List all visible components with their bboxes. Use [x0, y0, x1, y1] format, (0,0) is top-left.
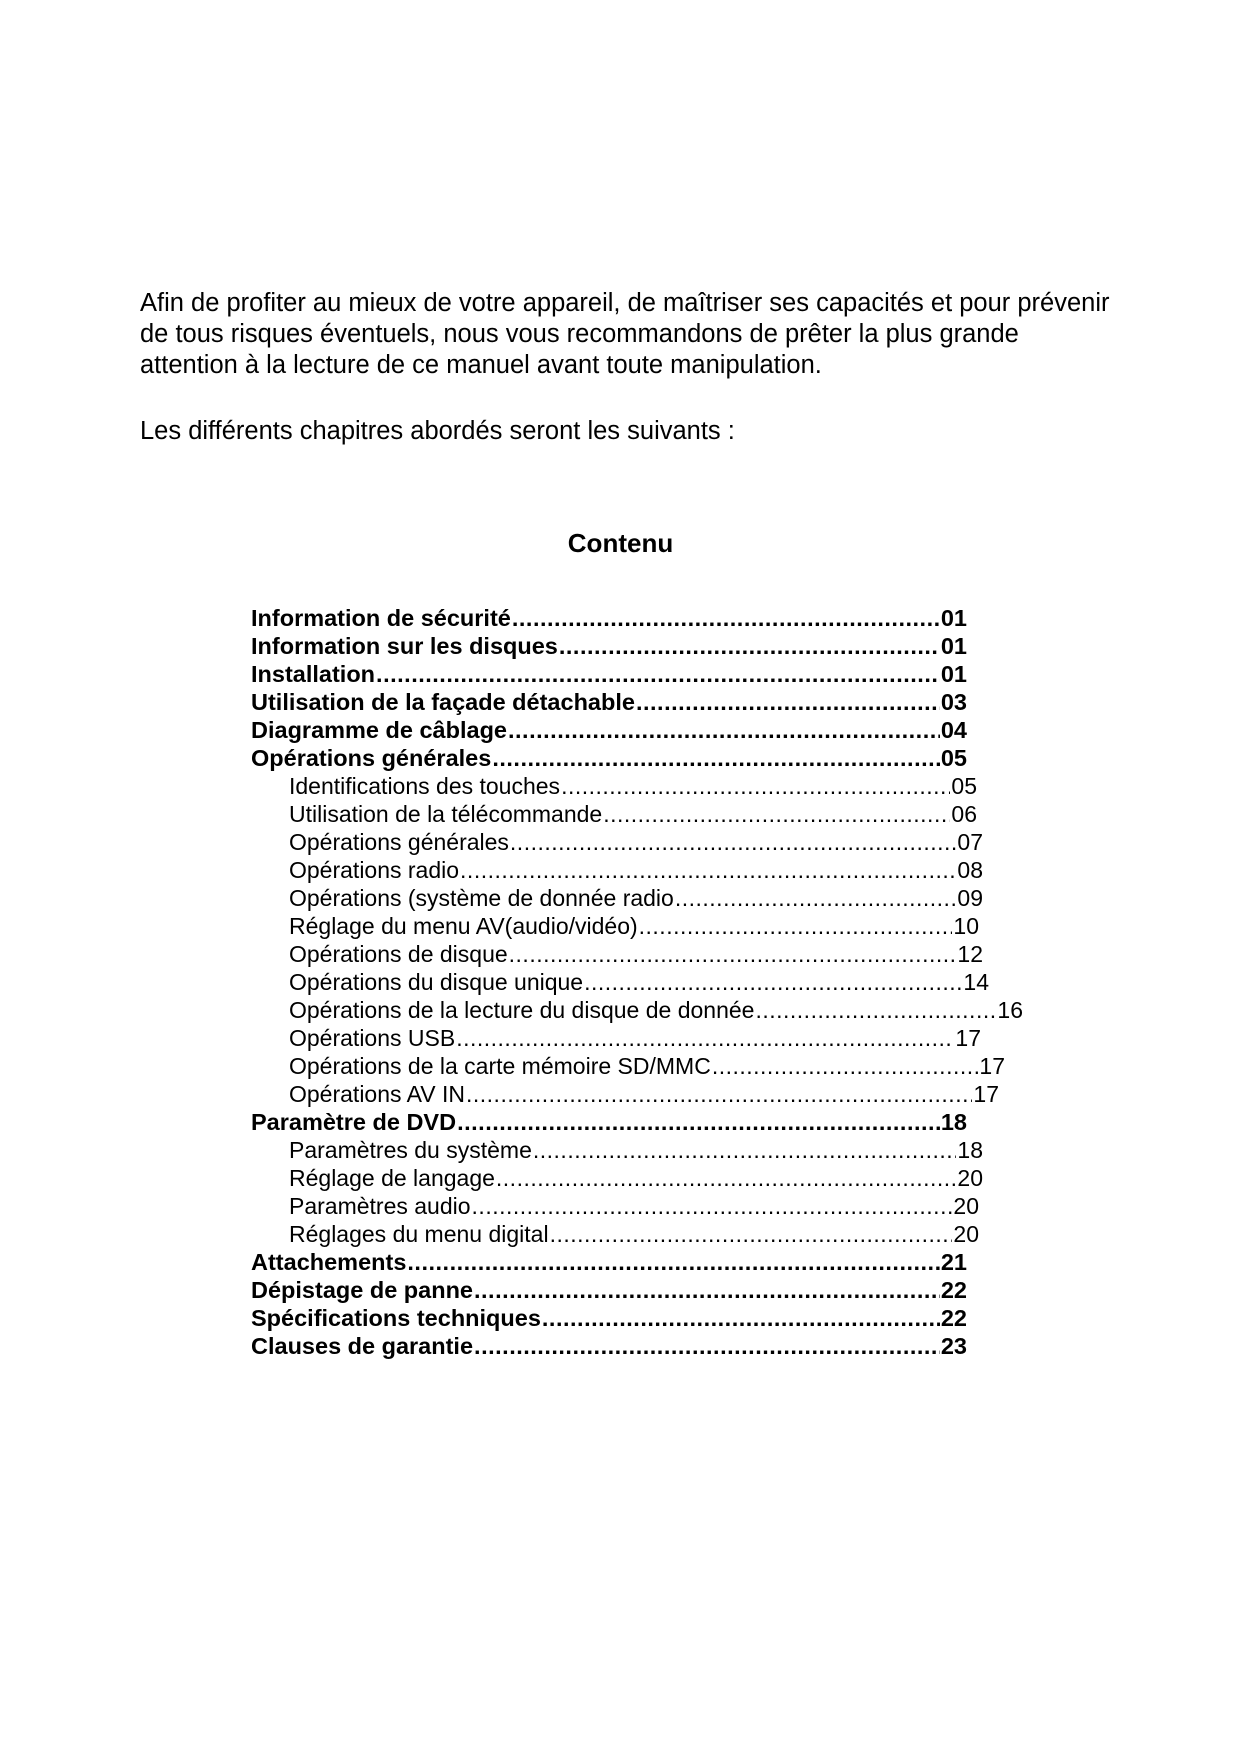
toc-entry-page: 01: [940, 633, 967, 659]
toc-subentry: [251, 884, 983, 912]
toc-leader: [457, 1108, 940, 1136]
toc-entry-page: 04: [940, 717, 967, 743]
toc-subentry: [251, 1136, 983, 1164]
toc-entry: [251, 1332, 967, 1360]
toc-leader: [472, 1192, 953, 1220]
toc-entry-label: Installation: [251, 661, 376, 687]
toc-entry-page: 01: [940, 605, 967, 631]
toc-entry-label: Paramètres du système: [289, 1137, 532, 1163]
toc-leader: [603, 800, 950, 828]
toc-entry-label: Clauses de garantie: [251, 1333, 474, 1359]
toc-entry-page: 23: [940, 1333, 967, 1359]
toc-entry-page: 05: [951, 773, 977, 799]
toc-entry-page: 22: [940, 1305, 967, 1331]
toc-entry-page: 21: [940, 1249, 967, 1275]
toc-entry-page: 09: [957, 885, 983, 911]
toc-subentry: [251, 856, 983, 884]
toc-entry-page: 16: [997, 997, 1023, 1023]
toc-entry-label: Utilisation de la télécommande: [289, 801, 603, 827]
toc-entry-label: Diagramme de câblage: [251, 717, 507, 743]
toc-leader: [456, 1024, 954, 1052]
toc-leader: [639, 912, 953, 940]
toc-subentry: [251, 912, 979, 940]
toc-subentry: [251, 968, 989, 996]
toc-subentry: [251, 1192, 979, 1220]
toc-subentry: [251, 772, 977, 800]
toc-entry-page: 14: [963, 969, 989, 995]
toc-subentry: [251, 828, 983, 856]
table-of-contents: [251, 604, 1023, 1360]
toc-entry: [251, 744, 967, 772]
toc-entry: [251, 688, 967, 716]
toc-entry: [251, 604, 967, 632]
toc-entry-page: 03: [940, 689, 967, 715]
toc-subentry: [251, 800, 977, 828]
toc-leader: [492, 744, 940, 772]
toc-subentry: [251, 1220, 979, 1248]
toc-entry-label: Réglage de langage: [289, 1165, 495, 1191]
toc-entry-page: 18: [940, 1109, 967, 1135]
toc-subentry: [251, 940, 983, 968]
toc-entry-page: 05: [940, 745, 967, 771]
chapters-intro: Les différents chapitres abordés seront les suivants :: [140, 417, 735, 445]
toc-entry-label: Opérations USB: [289, 1025, 456, 1051]
toc-leader: [510, 828, 956, 856]
toc-entry-page: 20: [953, 1193, 979, 1219]
toc-leader: [376, 660, 940, 688]
toc-leader: [496, 1164, 957, 1192]
toc-leader: [636, 688, 940, 716]
toc-entry-label: Opérations AV IN: [289, 1081, 465, 1107]
toc-entry-page: 12: [957, 941, 983, 967]
toc-leader: [407, 1248, 939, 1276]
toc-entry-label: Réglage du menu AV(audio/vidéo): [289, 913, 638, 939]
toc-entry-page: 17: [973, 1081, 999, 1107]
toc-leader: [712, 1052, 979, 1080]
toc-subentry: [251, 1024, 981, 1052]
toc-entry: [251, 632, 967, 660]
toc-leader: [474, 1276, 940, 1304]
toc-entry-label: Opérations générales: [289, 829, 509, 855]
toc-entry-label: Paramètres audio: [289, 1193, 471, 1219]
toc-entry-page: 20: [953, 1221, 979, 1247]
toc-leader: [533, 1136, 957, 1164]
toc-entry-label: Opérations générales: [251, 745, 492, 771]
toc-entry-label: Identifications des touches: [289, 773, 561, 799]
toc-entry-label: Opérations de la carte mémoire SD/MMC: [289, 1053, 711, 1079]
toc-entry: [251, 1276, 967, 1304]
toc-entry-label: Paramètre de DVD: [251, 1109, 457, 1135]
toc-entry: [251, 716, 967, 744]
toc-leader: [474, 1332, 940, 1360]
toc-entry-page: 08: [957, 857, 983, 883]
toc-subentry: [251, 1052, 1005, 1080]
toc-entry-label: Information sur les disques: [251, 633, 558, 659]
toc-leader: [559, 632, 940, 660]
toc-subentry: [251, 1164, 983, 1192]
toc-leader: [508, 716, 940, 744]
toc-leader: [460, 856, 956, 884]
toc-entry-label: Opérations du disque unique: [289, 969, 584, 995]
toc-entry: [251, 1248, 967, 1276]
toc-entry-label: Information de sécurité: [251, 605, 511, 631]
toc-entry-label: Utilisation de la façade détachable: [251, 689, 635, 715]
intro-paragraph: Afin de profiter au mieux de votre appareil, de maîtriser ses capacités et pour prévenir de tous risques éventuels, nous vous recommandons de prêter la plus grande attention à la lecture de ce manuel avant toute manipulation.: [140, 289, 1110, 379]
intro-text: [140, 288, 1120, 447]
toc-leader: [561, 772, 950, 800]
toc-entry-page: 10: [953, 913, 979, 939]
toc-leader: [675, 884, 957, 912]
toc-subentry: [251, 996, 1023, 1024]
toc-leader: [550, 1220, 953, 1248]
toc-leader: [584, 968, 962, 996]
toc-leader: [509, 940, 957, 968]
toc-entry-page: 22: [940, 1277, 967, 1303]
toc-leader: [542, 1304, 940, 1332]
toc-entry-label: Opérations de disque: [289, 941, 508, 967]
toc-entry-page: 06: [951, 801, 977, 827]
toc-subentry: [251, 1080, 999, 1108]
toc-entry: [251, 660, 967, 688]
toc-entry-page: 07: [957, 829, 983, 855]
contents-title: Contenu: [567, 528, 674, 558]
toc-entry-label: Attachements: [251, 1249, 407, 1275]
toc-leader: [755, 996, 996, 1024]
toc-leader: [512, 604, 940, 632]
toc-entry-label: Spécifications techniques: [251, 1305, 541, 1331]
toc-entry-page: 17: [979, 1053, 1005, 1079]
toc-entry-label: Dépistage de panne: [251, 1277, 473, 1303]
toc-entry-label: Opérations de la lecture du disque de donnée: [289, 997, 755, 1023]
toc-entry-page: 01: [940, 661, 967, 687]
toc-entry: [251, 1304, 967, 1332]
toc-leader: [466, 1080, 972, 1108]
toc-entry-label: Réglages du menu digital: [289, 1221, 549, 1247]
toc-entry-page: 20: [957, 1165, 983, 1191]
toc-entry-label: Opérations (système de donnée radio: [289, 885, 674, 911]
toc-entry-page: 17: [955, 1025, 981, 1051]
toc-entry-label: Opérations radio: [289, 857, 460, 883]
toc-entry: [251, 1108, 967, 1136]
toc-entry-page: 18: [957, 1137, 983, 1163]
